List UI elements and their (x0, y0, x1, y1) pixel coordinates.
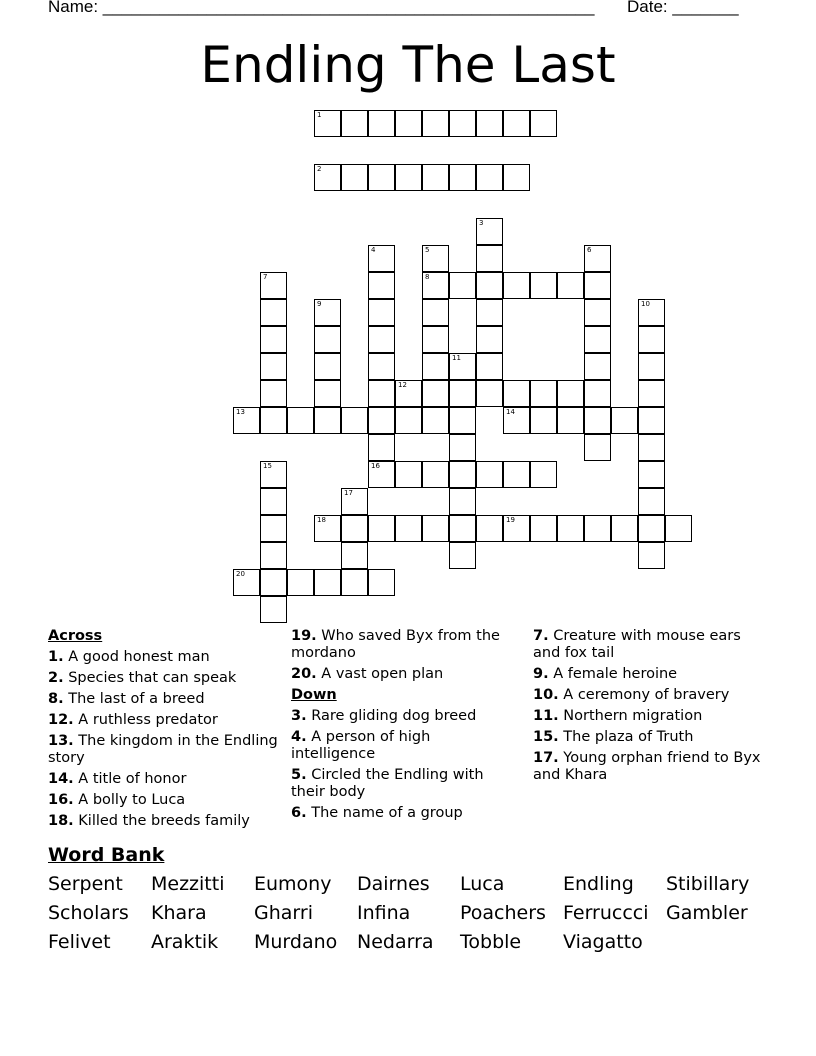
grid-cell[interactable] (422, 245, 449, 272)
grid-cell[interactable] (449, 434, 476, 461)
grid-cell[interactable] (314, 515, 341, 542)
grid-cell[interactable] (368, 245, 395, 272)
clue-number: 5 (425, 246, 430, 254)
clue-number: 1 (317, 111, 322, 119)
clue-number: 6 (587, 246, 592, 254)
grid-cell[interactable] (449, 461, 476, 488)
grid-cell[interactable] (314, 326, 341, 353)
grid-cell[interactable] (476, 353, 503, 380)
grid-cell[interactable] (476, 299, 503, 326)
grid-cell[interactable] (260, 461, 287, 488)
grid-cell[interactable] (341, 164, 368, 191)
clue-text: The name of a group (306, 805, 463, 821)
clue-number-label: 7. (533, 628, 549, 644)
grid-cell[interactable] (422, 461, 449, 488)
word-bank-item: Eumony (254, 873, 332, 895)
grid-cell[interactable] (449, 380, 476, 407)
grid-cell[interactable] (503, 515, 530, 542)
word-bank-item: Poachers (460, 902, 546, 924)
grid-cell[interactable] (638, 380, 665, 407)
grid-cell[interactable] (449, 164, 476, 191)
grid-cell[interactable] (422, 164, 449, 191)
grid-cell[interactable] (584, 299, 611, 326)
clue-item (291, 767, 516, 801)
clue-item (48, 733, 278, 767)
word-bank-item: Mezzitti (151, 873, 225, 895)
down-heading: Down (291, 687, 337, 703)
clue-item (533, 729, 768, 746)
word-bank-item: Nedarra (357, 931, 434, 953)
grid-cell[interactable] (476, 326, 503, 353)
grid-cell[interactable] (476, 380, 503, 407)
grid-cell[interactable] (395, 515, 422, 542)
clue-number: 11 (452, 354, 461, 362)
grid-cell[interactable] (476, 245, 503, 272)
clue-text: A person of high intelligence (291, 729, 431, 762)
clue-number-label: 18. (48, 813, 74, 829)
word-bank-item: Khara (151, 902, 207, 924)
grid-cell[interactable] (638, 461, 665, 488)
word-bank-item: Araktik (151, 931, 219, 953)
clue-number: 19 (506, 516, 515, 524)
clue-number: 2 (317, 165, 322, 173)
grid-cell[interactable] (530, 407, 557, 434)
clue-number-label: 8. (48, 691, 64, 707)
clue-number-label: 6. (291, 805, 307, 821)
word-bank-item: Serpent (48, 873, 123, 895)
name-field[interactable]: Name: ____________________________________________________ (48, 0, 595, 16)
grid-cell[interactable] (638, 515, 665, 542)
grid-cell[interactable] (584, 515, 611, 542)
grid-cell[interactable] (395, 110, 422, 137)
clue-number-label: 12. (48, 712, 74, 728)
grid-cell[interactable] (287, 569, 314, 596)
clue-column-1 (48, 628, 278, 834)
word-bank-item: Gharri (254, 902, 313, 924)
grid-cell[interactable] (395, 461, 422, 488)
clue-item (48, 670, 278, 687)
grid-cell[interactable] (395, 407, 422, 434)
word-bank-item: Scholars (48, 902, 129, 924)
clue-text: Who saved Byx from the mordano (291, 628, 500, 661)
clue-item (48, 792, 278, 809)
word-bank-title: Word Bank (48, 844, 165, 866)
grid-cell[interactable] (368, 326, 395, 353)
grid-cell[interactable] (449, 515, 476, 542)
grid-cell[interactable] (368, 164, 395, 191)
word-bank-item: Luca (460, 873, 505, 895)
clue-item (533, 750, 768, 784)
grid-cell[interactable] (341, 488, 368, 515)
grid-cell[interactable] (638, 542, 665, 569)
grid-cell[interactable] (422, 110, 449, 137)
grid-cell[interactable] (530, 272, 557, 299)
clue-number-label: 5. (291, 767, 307, 783)
word-bank-item: Stibillary (666, 873, 750, 895)
grid-cell[interactable] (260, 299, 287, 326)
clue-number-label: 20. (291, 666, 317, 682)
grid-cell[interactable] (368, 461, 395, 488)
grid-cell[interactable] (584, 407, 611, 434)
word-bank-item: Infina (357, 902, 411, 924)
grid-cell[interactable] (638, 299, 665, 326)
clue-text: A female heroine (548, 666, 678, 682)
clue-number-label: 11. (533, 708, 559, 724)
across-heading: Across (48, 628, 103, 644)
clue-item (533, 687, 768, 704)
grid-cell[interactable] (260, 353, 287, 380)
grid-cell[interactable] (422, 515, 449, 542)
clue-number-label: 15. (533, 729, 559, 745)
grid-cell[interactable] (422, 353, 449, 380)
clue-number: 9 (317, 300, 322, 308)
word-bank (48, 872, 769, 954)
grid-cell[interactable] (341, 407, 368, 434)
grid-cell[interactable] (584, 380, 611, 407)
grid-cell[interactable] (422, 272, 449, 299)
grid-cell[interactable] (476, 164, 503, 191)
grid-cell[interactable] (341, 542, 368, 569)
clue-number: 17 (344, 489, 353, 497)
grid-cell[interactable] (503, 380, 530, 407)
grid-cell[interactable] (314, 164, 341, 191)
clue-number: 3 (479, 219, 484, 227)
clue-number-label: 13. (48, 733, 74, 749)
clue-number-label: 14. (48, 771, 74, 787)
grid-cell[interactable] (530, 461, 557, 488)
grid-cell[interactable] (449, 542, 476, 569)
grid-cell[interactable] (233, 407, 260, 434)
clue-item (291, 666, 516, 683)
clue-text: A bolly to Luca (73, 792, 186, 808)
clue-item (48, 691, 278, 708)
grid-cell[interactable] (503, 164, 530, 191)
grid-cell[interactable] (557, 272, 584, 299)
grid-cell[interactable] (611, 407, 638, 434)
grid-cell[interactable] (503, 110, 530, 137)
clue-text: Northern migration (558, 708, 703, 724)
clue-number: 12 (398, 381, 407, 389)
grid-cell[interactable] (449, 407, 476, 434)
clue-text: Killed the breeds family (73, 813, 250, 829)
grid-cell[interactable] (260, 272, 287, 299)
clue-item (48, 712, 278, 729)
grid-cell[interactable] (395, 380, 422, 407)
clue-number: 7 (263, 273, 268, 281)
grid-cell[interactable] (368, 380, 395, 407)
grid-cell[interactable] (449, 353, 476, 380)
word-bank-item: Viagatto (563, 931, 643, 953)
clue-number-label: 3. (291, 708, 307, 724)
grid-cell[interactable] (314, 569, 341, 596)
grid-cell[interactable] (422, 407, 449, 434)
grid-cell[interactable] (368, 110, 395, 137)
clue-number-label: 17. (533, 750, 559, 766)
grid-cell[interactable] (314, 299, 341, 326)
grid-cell[interactable] (638, 488, 665, 515)
grid-cell[interactable] (584, 434, 611, 461)
clue-item (48, 813, 278, 830)
grid-cell[interactable] (233, 569, 260, 596)
clue-number-label: 4. (291, 729, 307, 745)
grid-cell[interactable] (260, 380, 287, 407)
grid-cell[interactable] (368, 407, 395, 434)
clue-item (291, 708, 516, 725)
clue-text: The last of a breed (63, 691, 205, 707)
grid-cell[interactable] (476, 515, 503, 542)
grid-cell[interactable] (476, 272, 503, 299)
clue-number-label: 1. (48, 649, 64, 665)
word-bank-item: Endling (563, 873, 634, 895)
grid-cell[interactable] (530, 110, 557, 137)
grid-cell[interactable] (260, 542, 287, 569)
grid-cell[interactable] (476, 110, 503, 137)
grid-cell[interactable] (584, 326, 611, 353)
grid-cell[interactable] (449, 110, 476, 137)
grid-cell[interactable] (368, 299, 395, 326)
clue-number-label: 19. (291, 628, 317, 644)
grid-cell[interactable] (638, 434, 665, 461)
clue-column-2 (291, 628, 516, 826)
clue-text: A ceremony of bravery (558, 687, 730, 703)
clue-number: 14 (506, 408, 515, 416)
clue-number-label: 10. (533, 687, 559, 703)
grid-cell[interactable] (260, 407, 287, 434)
word-bank-item: Felivet (48, 931, 111, 953)
clue-text: A title of honor (73, 771, 187, 787)
grid-cell[interactable] (422, 326, 449, 353)
clue-text: A vast open plan (316, 666, 444, 682)
clue-number: 10 (641, 300, 650, 308)
grid-cell[interactable] (341, 110, 368, 137)
clue-number-label: 16. (48, 792, 74, 808)
clue-item (291, 729, 516, 763)
grid-cell[interactable] (260, 326, 287, 353)
grid-cell[interactable] (638, 326, 665, 353)
clue-number: 4 (371, 246, 376, 254)
grid-cell[interactable] (422, 380, 449, 407)
word-bank-item: Dairnes (357, 873, 430, 895)
grid-cell[interactable] (449, 488, 476, 515)
word-bank-item: Ferruccci (563, 902, 649, 924)
clue-number: 18 (317, 516, 326, 524)
clue-item (48, 771, 278, 788)
grid-cell[interactable] (584, 353, 611, 380)
grid-cell[interactable] (341, 515, 368, 542)
grid-cell[interactable] (503, 407, 530, 434)
grid-cell[interactable] (368, 353, 395, 380)
grid-cell[interactable] (557, 515, 584, 542)
clue-number: 8 (425, 273, 430, 281)
grid-cell[interactable] (503, 272, 530, 299)
grid-cell[interactable] (665, 515, 692, 542)
grid-cell[interactable] (260, 515, 287, 542)
grid-cell[interactable] (314, 110, 341, 137)
clue-number: 15 (263, 462, 272, 470)
grid-cell[interactable] (260, 569, 287, 596)
clue-text: Circled the Endling with their body (291, 767, 484, 800)
grid-cell[interactable] (368, 569, 395, 596)
clue-number: 16 (371, 462, 380, 470)
grid-cell[interactable] (395, 164, 422, 191)
grid-cell[interactable] (449, 272, 476, 299)
clue-number-label: 9. (533, 666, 549, 682)
grid-cell[interactable] (584, 272, 611, 299)
grid-cell[interactable] (260, 488, 287, 515)
grid-cell[interactable] (287, 407, 314, 434)
clue-number: 13 (236, 408, 245, 416)
grid-cell[interactable] (638, 407, 665, 434)
grid-cell[interactable] (557, 407, 584, 434)
page-title: Endling The Last (200, 36, 616, 94)
grid-cell[interactable] (368, 515, 395, 542)
grid-cell[interactable] (422, 299, 449, 326)
grid-cell[interactable] (314, 353, 341, 380)
grid-cell[interactable] (368, 272, 395, 299)
clue-column-3 (533, 628, 768, 788)
grid-cell[interactable] (557, 380, 584, 407)
grid-cell[interactable] (638, 353, 665, 380)
grid-cell[interactable] (260, 596, 287, 623)
clue-item (533, 666, 768, 683)
grid-cell[interactable] (314, 380, 341, 407)
clue-text: Species that can speak (63, 670, 237, 686)
clue-text: A ruthless predator (73, 712, 218, 728)
date-field[interactable]: Date: _______ (627, 0, 739, 16)
clue-text: Creature with mouse ears and fox tail (533, 628, 741, 661)
grid-cell[interactable] (368, 434, 395, 461)
word-bank-item: Tobble (460, 931, 522, 953)
grid-cell[interactable] (476, 218, 503, 245)
clue-text: Rare gliding dog breed (306, 708, 477, 724)
clue-number-label: 2. (48, 670, 64, 686)
grid-cell[interactable] (314, 407, 341, 434)
grid-cell[interactable] (341, 569, 368, 596)
clue-item (533, 708, 768, 725)
clue-item (48, 649, 278, 666)
grid-cell[interactable] (476, 461, 503, 488)
grid-cell[interactable] (530, 515, 557, 542)
grid-cell[interactable] (530, 380, 557, 407)
word-bank-item: Murdano (254, 931, 338, 953)
clue-number: 20 (236, 570, 245, 578)
clue-text: A good honest man (63, 649, 210, 665)
clue-item (291, 805, 516, 822)
grid-cell[interactable] (611, 515, 638, 542)
clue-item (291, 628, 516, 662)
grid-cell[interactable] (584, 245, 611, 272)
clue-text: The kingdom in the Endling story (48, 733, 278, 766)
word-bank-item: Gambler (666, 902, 748, 924)
clue-text: Young orphan friend to Byx and Khara (533, 750, 761, 783)
clue-item (533, 628, 768, 662)
grid-cell[interactable] (503, 461, 530, 488)
clue-text: The plaza of Truth (558, 729, 694, 745)
